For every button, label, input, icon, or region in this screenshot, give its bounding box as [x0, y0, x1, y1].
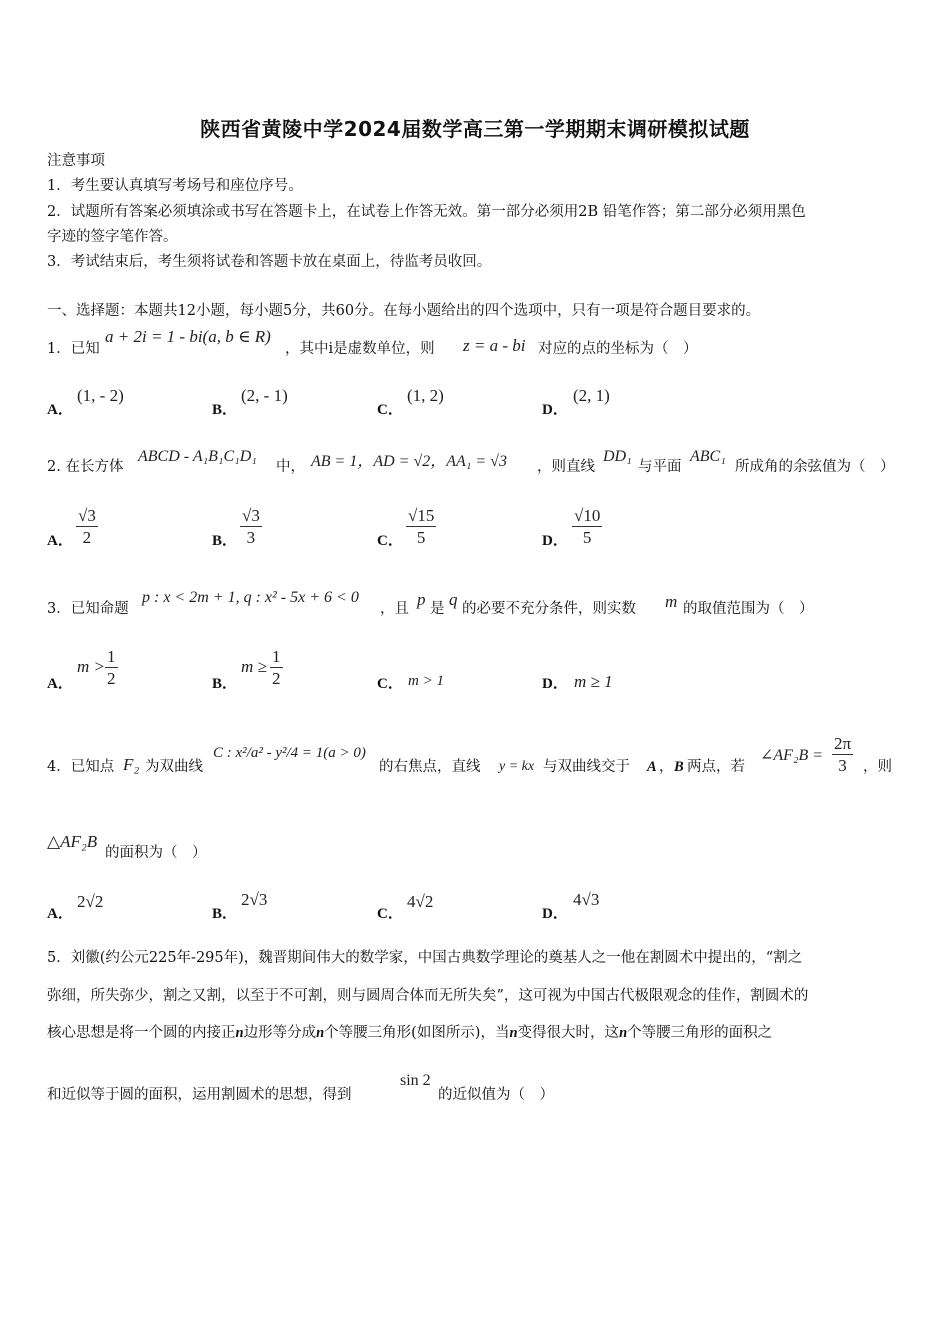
- question-2-text: 中，: [276, 459, 305, 475]
- question-5-text: 个等腰三角形(如图所示)，当: [324, 1025, 510, 1041]
- option-label: A．: [47, 533, 73, 549]
- option-label: C．: [377, 533, 403, 549]
- notice-item: 字迹的签字笔作答。: [47, 229, 178, 245]
- angle-fraction: $\frac{2\pi}{3}$: [834, 734, 852, 775]
- question-2-text: 2. 在长方体: [47, 459, 124, 475]
- notice-item: 2．试题所有答案必须填涂或书写在答题卡上，在试卷上作答无效。第一部分必须用2B 铅笔作答；第二部分必须用黑色: [47, 204, 806, 220]
- option-fraction: $\frac{√3}{3}$: [242, 506, 260, 547]
- option-label: C．: [377, 906, 403, 922]
- question-5-text: 个等腰三角形的面积之: [627, 1025, 773, 1041]
- option-value: (1, - 2): [77, 386, 124, 405]
- option-label: A．: [47, 676, 73, 692]
- option-value: (2, - 1): [241, 386, 288, 405]
- question-3-text: ，且: [380, 601, 409, 617]
- question-3-q: q: [449, 590, 458, 609]
- question-4-hyperbola: C : x²/a² - y²/4 = 1(a > 0): [213, 745, 366, 761]
- option-label: C．: [377, 676, 403, 692]
- variable-n: n: [619, 1025, 628, 1041]
- question-3-p: p: [417, 590, 426, 609]
- notice-heading: 注意事项: [47, 153, 105, 169]
- section-heading: 一、选择题：本题共12小题，每小题5分，共60分。在每小题给出的四个选项中，只有一项是符合题目要求的。: [47, 303, 761, 319]
- question-2-line: DD₁: [603, 448, 632, 465]
- option-value: 4√3: [573, 890, 600, 909]
- question-4-text: 的面积为（ ）: [105, 845, 207, 861]
- option-fraction: $\frac{√3}{2}$: [78, 506, 96, 547]
- question-5-line3: [47, 1023, 772, 1043]
- option-value: 2√2: [77, 892, 104, 911]
- option-value: m ≥ 1: [574, 672, 613, 691]
- variable-n: n: [235, 1025, 244, 1041]
- question-4-text: 与双曲线交于: [543, 759, 630, 775]
- question-3-text: 的取值范围为（ ）: [683, 601, 814, 617]
- option-label: D．: [542, 906, 568, 922]
- question-5-text: 和近似等于圆的面积，运用割圆术的思想，得到: [47, 1087, 352, 1103]
- option-value: 2√3: [241, 890, 268, 909]
- question-1-equation: a + 2i = 1 - bi(a, b ∈ R): [105, 327, 271, 346]
- option-label: C．: [377, 402, 403, 418]
- question-5-text: 5．刘徽(约公元225年-295年)，魏晋期间伟大的数学家，中国古典数学理论的奠基人之一他在割圆术中提出的，“割之: [47, 950, 803, 966]
- point-a: A: [647, 759, 657, 775]
- option-label: B．: [212, 676, 238, 692]
- option-fraction: $\frac{√10}{5}$: [574, 506, 601, 547]
- question-4-text: 4．已知点: [47, 759, 115, 775]
- question-4-text: ，则: [863, 759, 892, 775]
- option-label: B．: [212, 402, 238, 418]
- question-5-text: 核心思想是将一个圆的内接正: [47, 1025, 236, 1041]
- variable-n: n: [509, 1025, 518, 1041]
- question-2-text: 所成角的余弦值为（ ）: [735, 459, 895, 475]
- question-5-text: 边形等分成: [243, 1025, 317, 1041]
- question-2-box: ABCD - A₁B₁C₁D₁: [138, 448, 257, 465]
- option-label: D．: [542, 676, 568, 692]
- option-label: D．: [542, 402, 568, 418]
- option-label: B．: [212, 533, 238, 549]
- question-5-text: 的近似值为（ ）: [438, 1087, 554, 1103]
- question-4-text: ，: [659, 759, 674, 775]
- question-1-text: ，其中i是虚数单位，则: [285, 341, 435, 357]
- point-b: B: [674, 759, 684, 775]
- question-5-sin: sin 2: [400, 1072, 431, 1089]
- question-3-m: m: [665, 592, 678, 611]
- question-2-text: 与平面: [638, 459, 682, 475]
- question-3-text: 是: [430, 601, 445, 617]
- question-4-text: 的右焦点，直线: [379, 759, 481, 775]
- option-label: B．: [212, 906, 238, 922]
- question-4-focus: F₂: [123, 755, 140, 774]
- question-2-text: ，则直线: [537, 459, 595, 475]
- notice-item: 3．考试结束后，考生须将试卷和答题卡放在桌面上，待监考员收回。: [47, 254, 492, 270]
- option-value: m > 1: [408, 673, 444, 689]
- question-1-text: 1．已知: [47, 341, 100, 357]
- question-4-angle: ∠AF₂B =: [760, 747, 824, 764]
- variable-n: n: [316, 1025, 325, 1041]
- question-4-line: y = kx: [499, 759, 535, 774]
- option-fraction: $\frac{1}{2}$: [107, 647, 116, 688]
- question-1-z-expr: z = a - bi: [463, 336, 526, 355]
- option-value: m >: [77, 657, 105, 676]
- question-5-text: 弥细，所失弥少，割之又割，以至于不可割，则与圆周合体而无所失矣”，这可视为中国古代极限观念的佳作，割圆术的: [47, 988, 809, 1004]
- question-4-text: 为双曲线: [145, 759, 203, 775]
- notice-item: 1．考生要认真填写考场号和座位序号。: [47, 178, 303, 194]
- question-4-triangle: △AF₂B: [47, 832, 98, 851]
- question-3-propositions: p : x < 2m + 1, q : x² - 5x + 6 < 0: [142, 589, 359, 606]
- option-label: A．: [47, 906, 73, 922]
- option-value: 4√2: [407, 892, 434, 911]
- option-fraction: $\frac{√15}{5}$: [408, 506, 435, 547]
- question-3-text: 的必要不充分条件，则实数: [462, 601, 636, 617]
- question-1-text: 对应的点的坐标为（ ）: [538, 341, 698, 357]
- option-fraction: $\frac{1}{2}$: [272, 647, 281, 688]
- question-5-text: 变得很大时，这: [517, 1025, 620, 1041]
- option-value: m ≥: [241, 657, 267, 676]
- question-4-text: 两点，若: [687, 759, 745, 775]
- option-value: (1, 2): [407, 386, 444, 405]
- question-2-plane: ABC₁: [690, 448, 726, 465]
- question-2-lengths: AB = 1，AD = √2，AA₁ = √3: [311, 453, 507, 470]
- question-3-text: 3．已知命题: [47, 601, 129, 617]
- page-title: 陕西省黄陵中学2024届数学高三第一学期期末调研模拟试题: [200, 117, 750, 141]
- option-label: A．: [47, 402, 73, 418]
- option-value: (2, 1): [573, 386, 610, 405]
- option-label: D．: [542, 533, 568, 549]
